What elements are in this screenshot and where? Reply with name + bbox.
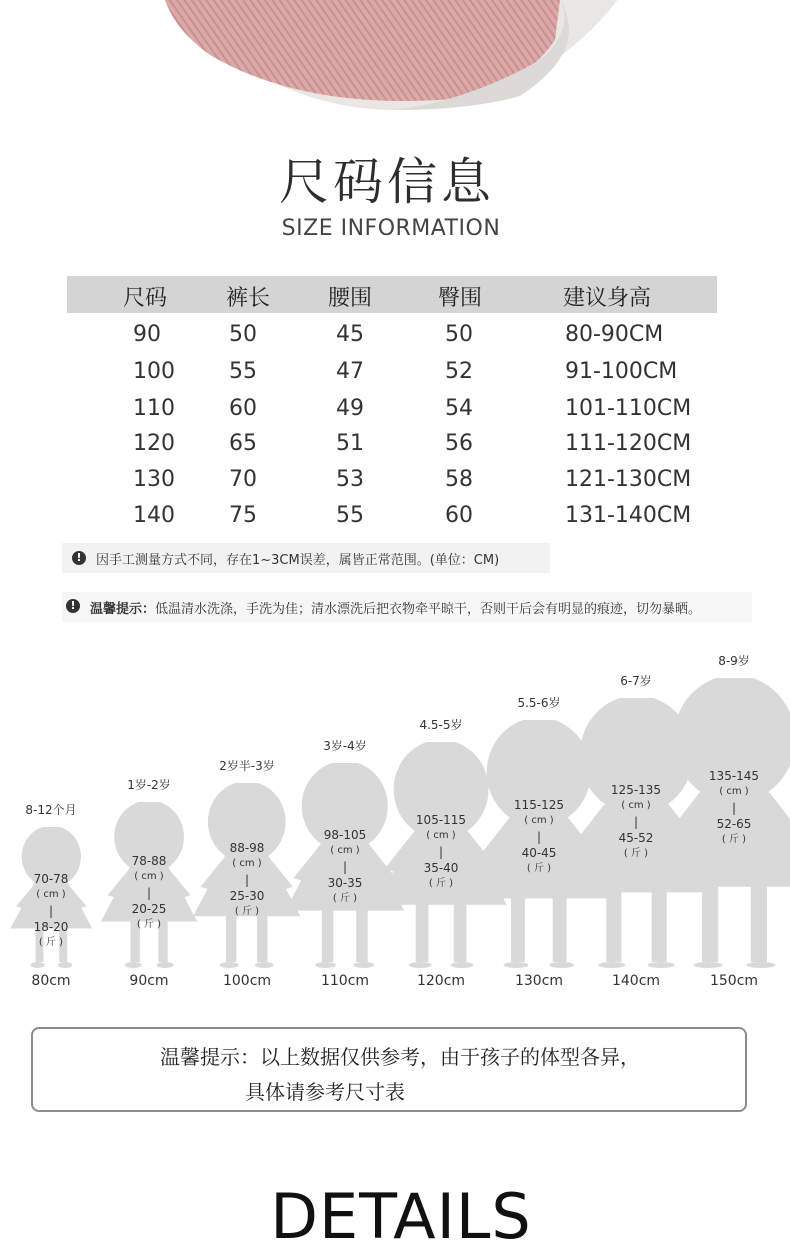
divider-bar: | [591, 814, 681, 830]
warning-icon: ! [72, 551, 86, 565]
age-label: 8-9岁 [689, 652, 779, 669]
height-label: 80cm [6, 973, 96, 989]
unit-cm: ( cm ) [202, 856, 292, 872]
cell-hip: 56 [445, 431, 473, 456]
height-label: 140cm [591, 973, 681, 989]
table-row [0, 322, 790, 356]
unit-jin: ( 斤 ) [104, 917, 194, 933]
unit-cm: ( cm ) [591, 798, 681, 814]
height-range: 125-135 [591, 782, 681, 798]
cell-hip: 54 [445, 396, 473, 421]
unit-jin: ( 斤 ) [689, 832, 779, 848]
measurement-label [6, 871, 96, 951]
age-label: 5.5-6岁 [494, 694, 584, 711]
height-range: 98-105 [300, 827, 390, 843]
divider-bar: | [396, 844, 486, 860]
unit-jin: ( 斤 ) [202, 904, 292, 920]
unit-cm: ( cm ) [396, 828, 486, 844]
height-label: 110cm [300, 973, 390, 989]
table-row [0, 359, 790, 393]
weight-range: 40-45 [494, 845, 584, 861]
height-range: 78-88 [104, 853, 194, 869]
cell-waist: 55 [336, 503, 364, 528]
weight-range: 25-30 [202, 888, 292, 904]
measurement-note: 因手工测量方式不同，存在1~3CM误差，属皆正常范围。(单位：CM) [96, 549, 499, 568]
cell-height: 80-90CM [565, 322, 663, 347]
weight-range: 35-40 [396, 860, 486, 876]
height-range: 88-98 [202, 840, 292, 856]
product-photo-crop [0, 0, 790, 110]
column-header-pants-length: 裤长 [226, 281, 270, 312]
column-header-hip: 臀围 [438, 281, 482, 312]
age-label: 2岁半-3岁 [202, 757, 292, 774]
cell-pants-length: 55 [229, 359, 257, 384]
cell-size: 100 [133, 359, 175, 384]
unit-jin: ( 斤 ) [494, 861, 584, 877]
height-label: 120cm [396, 973, 486, 989]
height-label: 130cm [494, 973, 584, 989]
cell-size: 140 [133, 503, 175, 528]
weight-range: 20-25 [104, 901, 194, 917]
weight-range: 30-35 [300, 875, 390, 891]
weight-range: 52-65 [689, 816, 779, 832]
age-label: 6-7岁 [591, 672, 681, 689]
unit-cm: ( cm ) [494, 813, 584, 829]
height-range: 115-125 [494, 797, 584, 813]
divider-bar: | [300, 859, 390, 875]
cell-waist: 47 [336, 359, 364, 384]
weight-range: 45-52 [591, 830, 681, 846]
height-range: 70-78 [6, 871, 96, 887]
cell-pants-length: 50 [229, 322, 257, 347]
cell-height: 101-110CM [565, 396, 691, 421]
height-range: 135-145 [689, 768, 779, 784]
cell-pants-length: 65 [229, 431, 257, 456]
age-label: 8-12个月 [6, 801, 96, 818]
height-range: 105-115 [396, 812, 486, 828]
unit-cm: ( cm ) [300, 843, 390, 859]
divider-bar: | [689, 800, 779, 816]
cell-pants-length: 70 [229, 467, 257, 492]
details-heading: DETAILS [6, 1180, 790, 1253]
cell-size: 110 [133, 396, 175, 421]
warning-icon: ! [66, 599, 80, 613]
cell-waist: 49 [336, 396, 364, 421]
unit-jin: ( 斤 ) [396, 876, 486, 892]
table-row [0, 396, 790, 430]
height-label: 100cm [202, 973, 292, 989]
table-row [0, 431, 790, 465]
divider-bar: | [104, 885, 194, 901]
cell-size: 130 [133, 467, 175, 492]
size-table-header [67, 276, 717, 313]
cell-hip: 58 [445, 467, 473, 492]
page-subtitle: SIZE INFORMATION [0, 216, 786, 241]
wash-tip [90, 598, 701, 617]
wash-tip-label: 温馨提示： [90, 602, 155, 617]
cell-height: 121-130CM [565, 467, 691, 492]
column-header-suggested-height: 建议身高 [563, 281, 651, 312]
cell-pants-length: 60 [229, 396, 257, 421]
cell-waist: 45 [336, 322, 364, 347]
age-label: 3岁-4岁 [300, 737, 390, 754]
cell-height: 131-140CM [565, 503, 691, 528]
column-header-size: 尺码 [123, 281, 167, 312]
divider-bar: | [494, 829, 584, 845]
cell-waist: 53 [336, 467, 364, 492]
table-row [0, 503, 790, 537]
divider-bar: | [202, 872, 292, 888]
table-row [0, 467, 790, 501]
unit-cm: ( cm ) [689, 784, 779, 800]
unit-jin: ( 斤 ) [300, 891, 390, 907]
cell-waist: 51 [336, 431, 364, 456]
cell-hip: 60 [445, 503, 473, 528]
page-title: 尺码信息 [0, 142, 782, 214]
measurement-label [689, 768, 779, 848]
cell-size: 90 [133, 322, 161, 347]
cell-size: 120 [133, 431, 175, 456]
unit-cm: ( cm ) [6, 887, 96, 903]
unit-jin: ( 斤 ) [6, 935, 96, 951]
weight-range: 18-20 [6, 919, 96, 935]
unit-jin: ( 斤 ) [591, 846, 681, 862]
height-label: 90cm [104, 973, 194, 989]
wash-tip-text: 低温清水洗涤，手洗为佳；清水漂洗后把衣物牵平晾干，否则干后会有明显的痕迹，切勿暴晒。 [155, 602, 701, 617]
age-label: 4.5-5岁 [396, 716, 486, 733]
column-header-waist: 腰围 [328, 281, 372, 312]
warm-tip-line-2: 具体请参考尺寸表 [245, 1076, 405, 1105]
age-label: 1岁-2岁 [104, 776, 194, 793]
cell-pants-length: 75 [229, 503, 257, 528]
divider-bar: | [6, 903, 96, 919]
cell-hip: 52 [445, 359, 473, 384]
warm-tip-line-1: 温馨提示：以上数据仅供参考，由于孩子的体型各异， [5, 1041, 790, 1070]
cell-height: 91-100CM [565, 359, 677, 384]
cell-hip: 50 [445, 322, 473, 347]
cell-height: 111-120CM [565, 431, 691, 456]
unit-cm: ( cm ) [104, 869, 194, 885]
height-label: 150cm [689, 973, 779, 989]
